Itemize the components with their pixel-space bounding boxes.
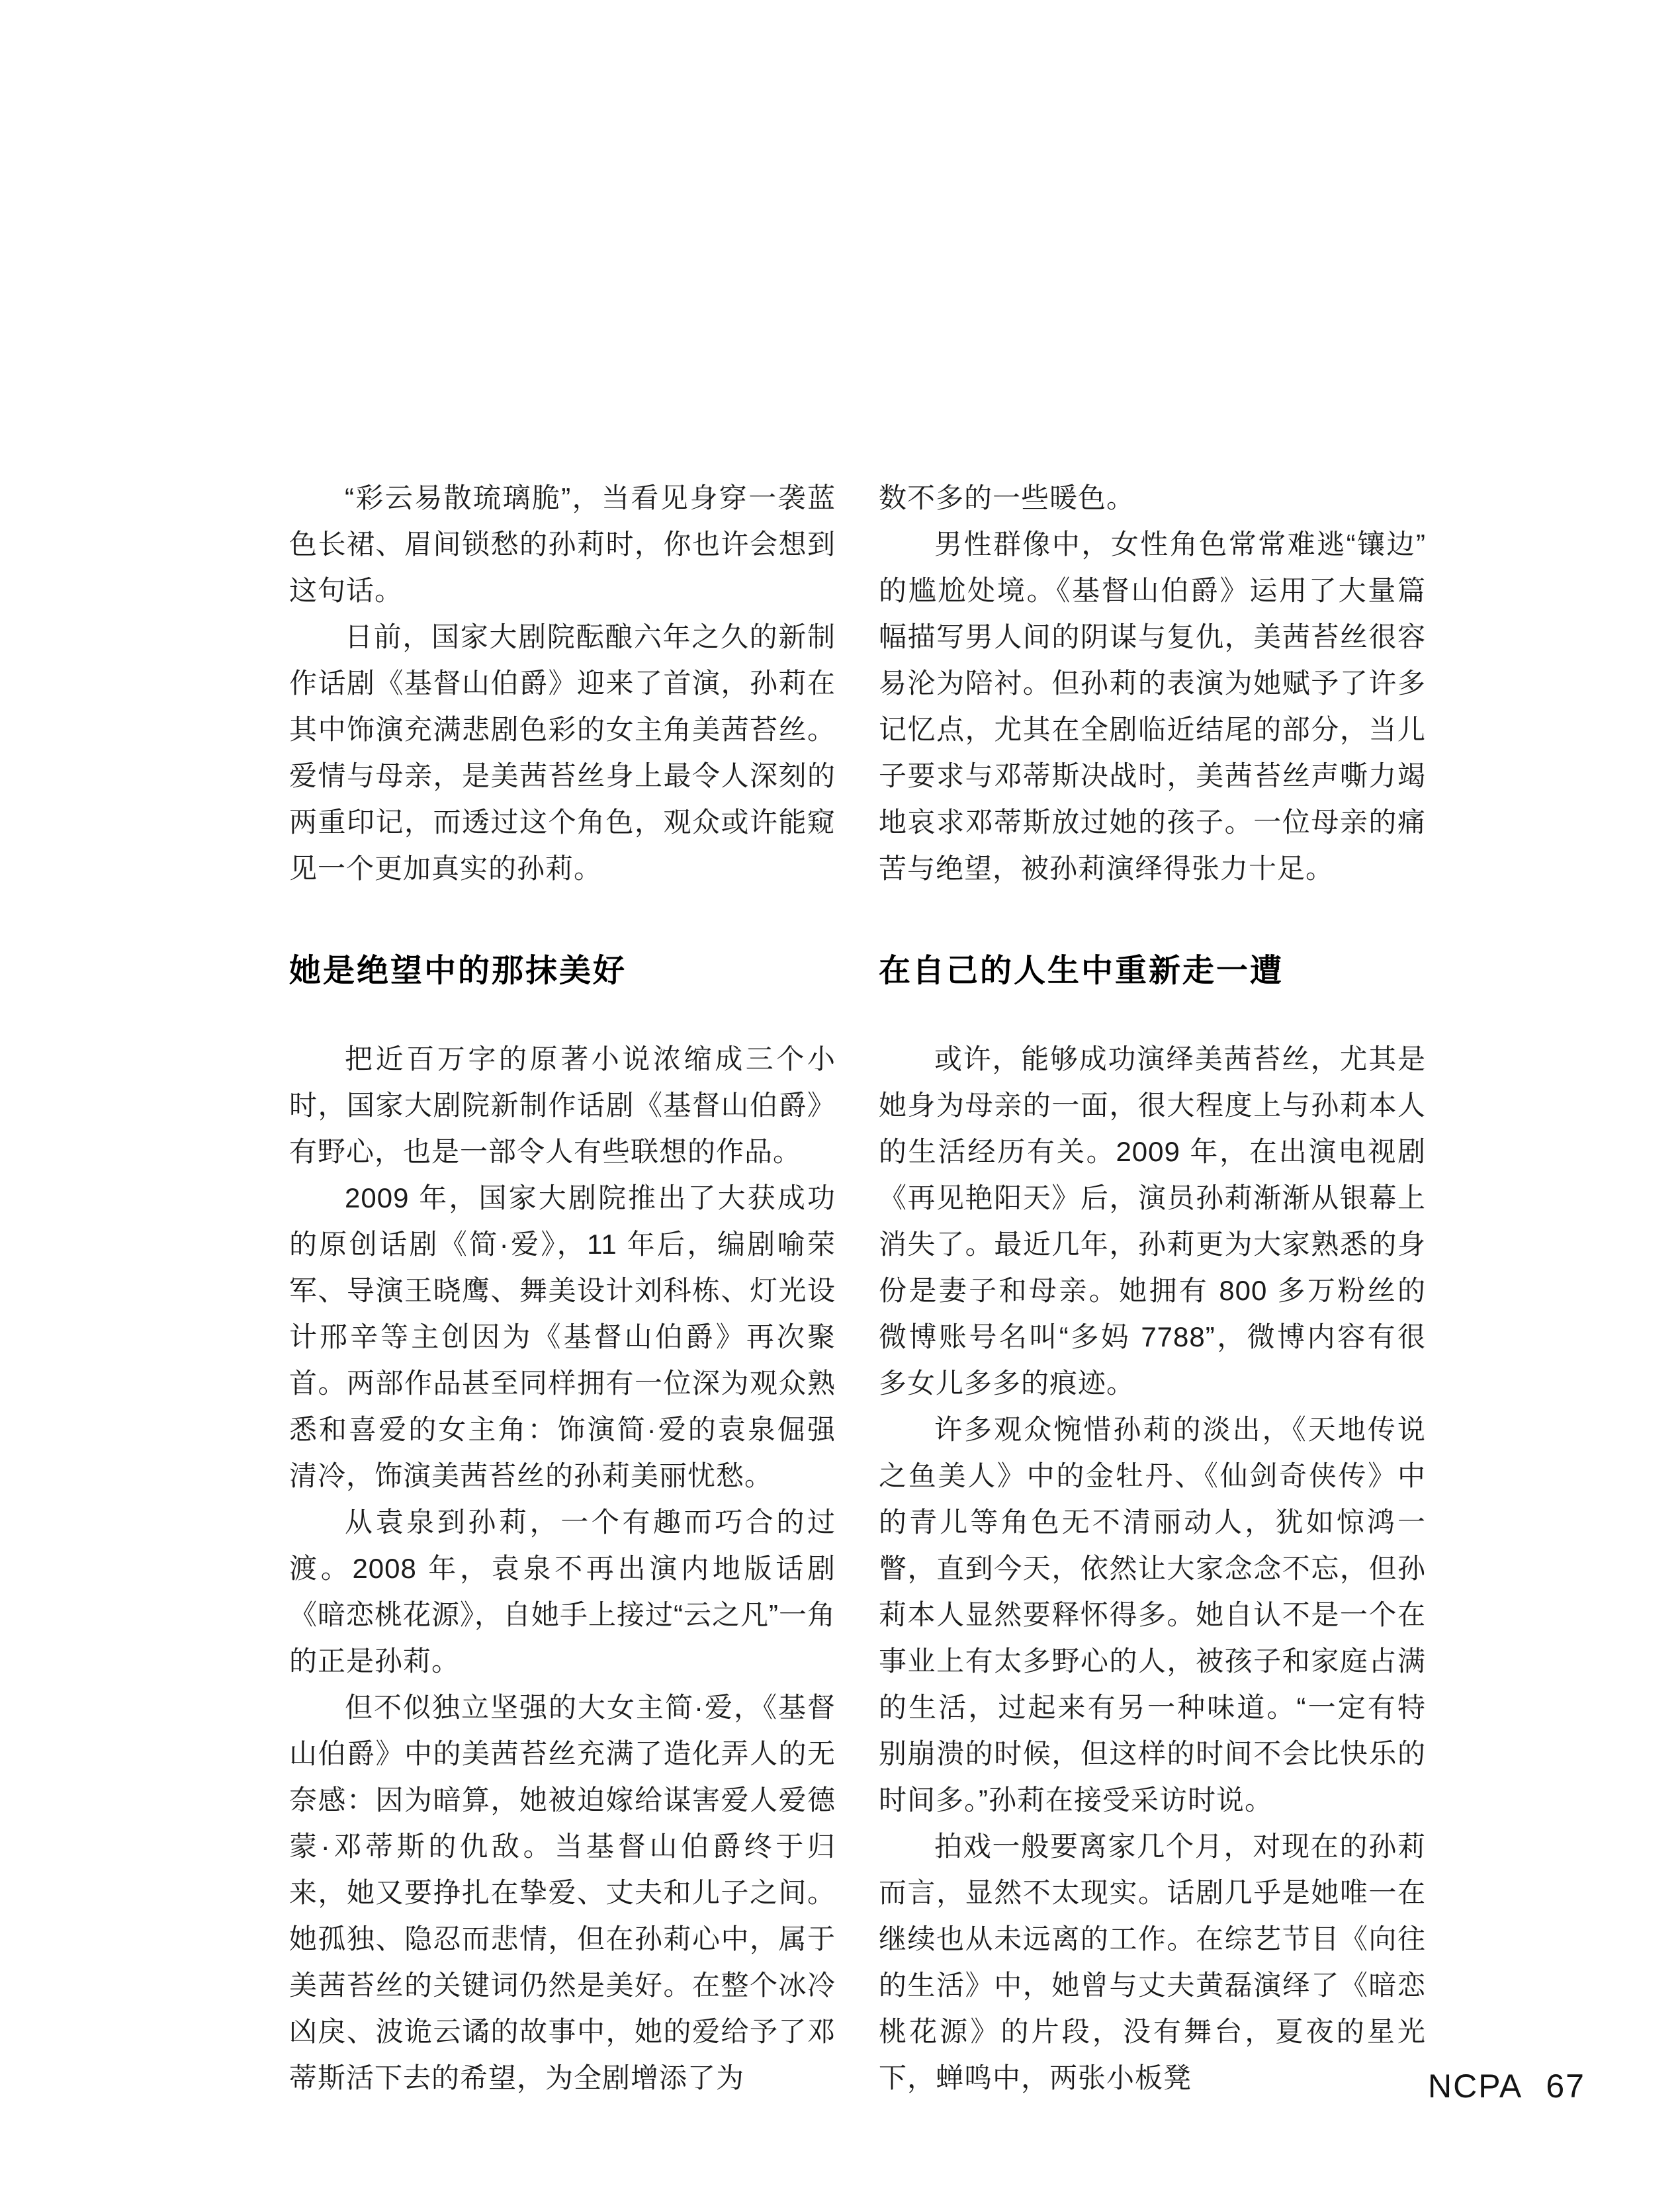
page-footer: NCPA 67 [1428, 2068, 1585, 2105]
paragraph: 或许，能够成功演绎美茜苔丝，尤其是她身为母亲的一面，很大程度上与孙莉本人的生活经历有关。2009 年，在出演电视剧《再见艳阳天》后，演员孙莉渐渐从银幕上消失了。最近几年，孙莉更为大家熟悉的身份是妻子和母亲。她拥有 800 多万粉丝的微博账号名叫“多妈 7788”，微博内容有很多女儿多多的痕迹。 [879, 1043, 1426, 1399]
paragraph: 男性群像中，女性角色常常难逃“镶边”的尴尬处境。《基督山伯爵》运用了大量篇幅描写男人间的阴谋与复仇，美茜苔丝很容易沦为陪衬。但孙莉的表演为她赋予了许多记忆点，尤其在全剧临近结尾的部分，当儿子要求与邓蒂斯决战时，美茜苔丝声嘶力竭地哀求邓蒂斯放过她的孩子。一位母亲的痛苦与绝望，被孙莉演绎得张力十足。 [879, 529, 1426, 884]
paragraph-continuation: 数不多的一些暖色。 [879, 482, 1135, 513]
paragraph: 许多观众惋惜孙莉的淡出，《天地传说之鱼美人》中的金牡丹、《仙剑奇侠传》中的青儿等角色无不清丽动人，犹如惊鸿一瞥，直到今天，依然让大家念念不忘，但孙莉本人显然要释怀得多。她自认不是一个在事业上有太多野心的人，被孩子和家庭占满的生活，过起来有另一种味道。“一定有特别崩溃的时候，但这样的时间不会比快乐的时间多。”孙莉在接受采访时说。 [879, 1414, 1426, 1816]
section-heading-2: 在自己的人生中重新走一遭 [879, 953, 1284, 988]
paragraph: 2009 年，国家大剧院推出了大获成功的原创话剧《简·爱》，11 年后，编剧喻荣军、导演王晓鹰、舞美设计刘科栋、灯光设计邢辛等主创因为《基督山伯爵》再次聚首。两部作品甚至同样拥有一位深为观众熟悉和喜爱的女主角：饰演简·爱的袁泉倔强清冷，饰演美茜苔丝的孙莉美丽忧愁。 [289, 1182, 836, 1491]
article-body [289, 475, 1426, 2101]
paragraph: 但不似独立坚强的大女主简·爱，《基督山伯爵》中的美茜苔丝充满了造化弄人的无奈感：因为暗算，她被迫嫁给谋害爱人爱德蒙·邓蒂斯的仇敌。当基督山伯爵终于归来，她又要挣扎在挚爱、丈夫和儿子之间。她孤独、隐忍而悲情，但在孙莉心中，属于美茜苔丝的关键词仍然是美好。在整个冰冷凶戾、波诡云谲的故事中，她的爱给予了邓蒂斯活下去的希望，为全剧增添了为 [289, 1692, 836, 2093]
paragraph: 把近百万字的原著小说浓缩成三个小时，国家大剧院新制作话剧《基督山伯爵》有野心，也是一部令人有些联想的作品。 [289, 1043, 836, 1167]
paragraph: “彩云易散琉璃脆”，当看见身穿一袭蓝色长裙、眉间锁愁的孙莉时，你也许会想到这句话。 [289, 482, 836, 606]
paragraph: 从袁泉到孙莉，一个有趣而巧合的过渡。2008 年，袁泉不再出演内地版话剧《暗恋桃花源》，自她手上接过“云之凡”一角的正是孙莉。 [289, 1507, 836, 1677]
paragraph: 日前，国家大剧院酝酿六年之久的新制作话剧《基督山伯爵》迎来了首演，孙莉在其中饰演充满悲剧色彩的女主角美茜苔丝。爱情与母亲，是美茜苔丝身上最令人深刻的两重印记，而透过这个角色，观众或许能窥见一个更加真实的孙莉。 [289, 621, 836, 884]
paragraph: 拍戏一般要离家几个月，对现在的孙莉而言，显然不太现实。话剧几乎是她唯一在继续也从未远离的工作。在综艺节目《向往的生活》中，她曾与丈夫黄磊演绎了《暗恋桃花源》的片段，没有舞台，夏夜的星光下，蝉鸣中，两张小板凳 [879, 1831, 1426, 2093]
left-column [289, 475, 836, 2101]
right-column [879, 475, 1426, 2101]
section-heading-1: 她是绝望中的那抹美好 [289, 953, 627, 988]
